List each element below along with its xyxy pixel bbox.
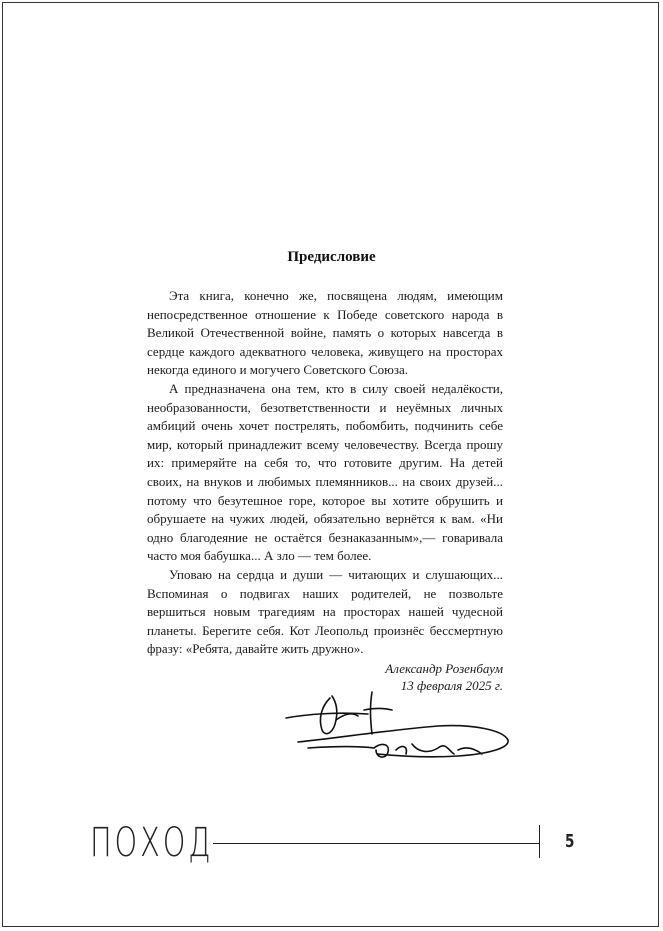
- signature-date: 13 февраля 2025 г.: [400, 678, 503, 693]
- page-title: Предисловие: [287, 249, 376, 265]
- paragraph-1: Эта книга, конечно же, посвящена людям, имеющим непосредственное отношение к Победе советского народа в Великой Отечественной войне, память о которых навсегда в сердце каждого адекватного человека, живущего на просторах некогда единого и могучего Советского Союза.: [147, 288, 503, 378]
- book-title-logo: ПОХОД: [90, 820, 214, 866]
- author-name: Александр Розенбаум: [385, 661, 503, 676]
- footer-rule-tick: [539, 825, 540, 858]
- footer-rule: [213, 843, 539, 844]
- preface-text: [147, 287, 503, 659]
- paragraph-3: Уповаю на сердца и души — читающих и слушающих... Вспоминая о подвигах наших родителей, не позвольте вершиться новым трагедиям на просторах нашей чудесной планеты. Берегите себя. Кот Леопольд произнёс бессмертную фразу: «Ребята, давайте жить дружно».: [147, 566, 503, 657]
- handwritten-signature: [278, 684, 513, 769]
- paragraph-2: А предназначена она тем, кто в силу своей недалёкости, необразованности, безответственности и неуёмных личных амбиций очень хочет пострелять, побомбить, подчинить себе мир, который принадлежит всему человечеству. Всегда прошу их: примеряйте на себя то, что готовите другим. На детей своих, на внуков и любимых племянников... на своих друзей... потому что безутешное горе, которое вы хотите обрушить и обрушаете на чужих людей, обязательно вернётся к вам. «Ни одно благодеяние не остаётся безнаказанным»,— говаривала часто моя бабушка... А зло — тем более.: [147, 380, 503, 564]
- page-number: 5: [565, 831, 575, 852]
